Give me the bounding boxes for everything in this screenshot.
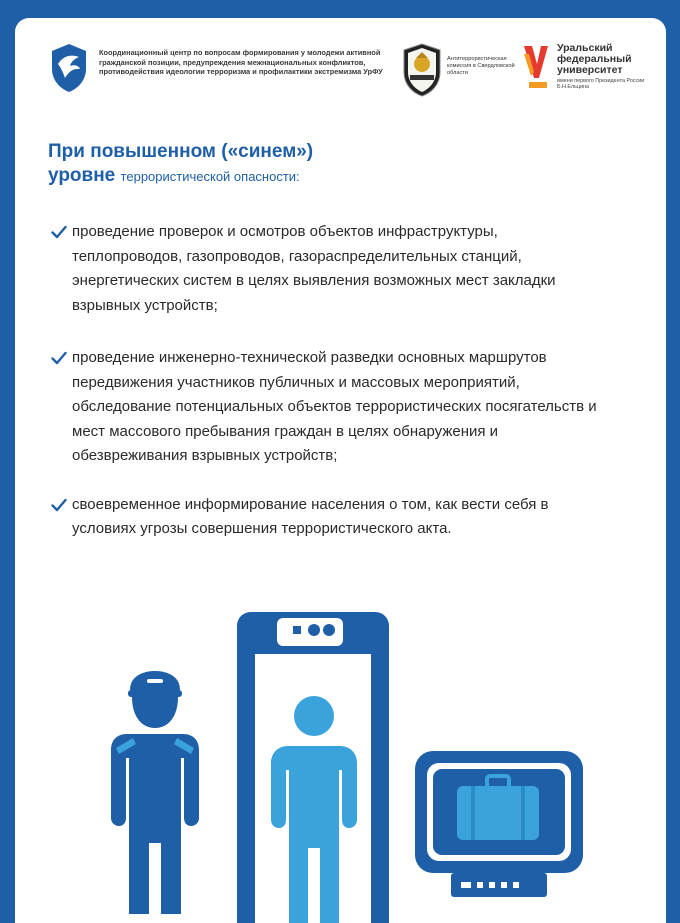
measures-list xyxy=(51,220,611,542)
list-item-text: проведение инженерно-технической разведки основных маршрутов передвижения участников публичных и массовых мероприятий, обследование потенциальных объектов террористических посягательств и мест массового пребывания граждан в целях обнаружения и обезвреживания взрывных устройств; xyxy=(72,349,597,464)
check-icon xyxy=(51,498,67,512)
header xyxy=(15,18,666,108)
university-subtitle: имени первого Президента России Б.Н.Ельцина xyxy=(557,78,645,91)
list-item xyxy=(51,493,611,542)
urfu-logo-icon xyxy=(521,42,551,94)
list-item-text: проведение проверок и осмотров объектов инфраструктуры, теплопроводов, газопроводов, газораспределительных станций, энергетических систем в целях выявления возможных мест закладки взрывных устройств; xyxy=(72,223,556,314)
list-item xyxy=(51,220,611,318)
check-icon xyxy=(51,351,67,365)
baggage-xray-monitor-icon xyxy=(415,751,583,897)
security-guard-icon xyxy=(111,671,199,914)
anti-terror-commission-text: Антитеррористическая комиссия в Свердловской области xyxy=(447,56,515,77)
coordination-center-text: Координационный центр по вопросам формирования у молодежи активной гражданской позиции, предупреждения межнациональных конфликтов, противодействия идеологии терроризма и профилактики экстремизма УрФУ xyxy=(99,48,383,77)
security-illustration xyxy=(15,578,666,923)
page-title xyxy=(48,140,313,189)
document-page xyxy=(15,18,666,923)
check-icon xyxy=(51,225,67,239)
list-item-text: своевременное информирование населения о том, как вести себя в условиях угрозы совершения террористического акта. xyxy=(72,495,549,537)
anti-terror-commission-emblem-icon xyxy=(401,42,443,98)
title-line-2-rest: террористической опасности: xyxy=(120,169,300,184)
coordination-center-shield-icon xyxy=(49,42,89,94)
title-line-1: При повышенном («синем») xyxy=(48,141,314,162)
list-item xyxy=(51,346,611,469)
person-icon xyxy=(271,696,357,923)
university-name: Уральский федеральный университет xyxy=(557,42,632,76)
title-line-2 xyxy=(48,164,313,189)
title-line-2-bold: уровне xyxy=(48,165,116,186)
